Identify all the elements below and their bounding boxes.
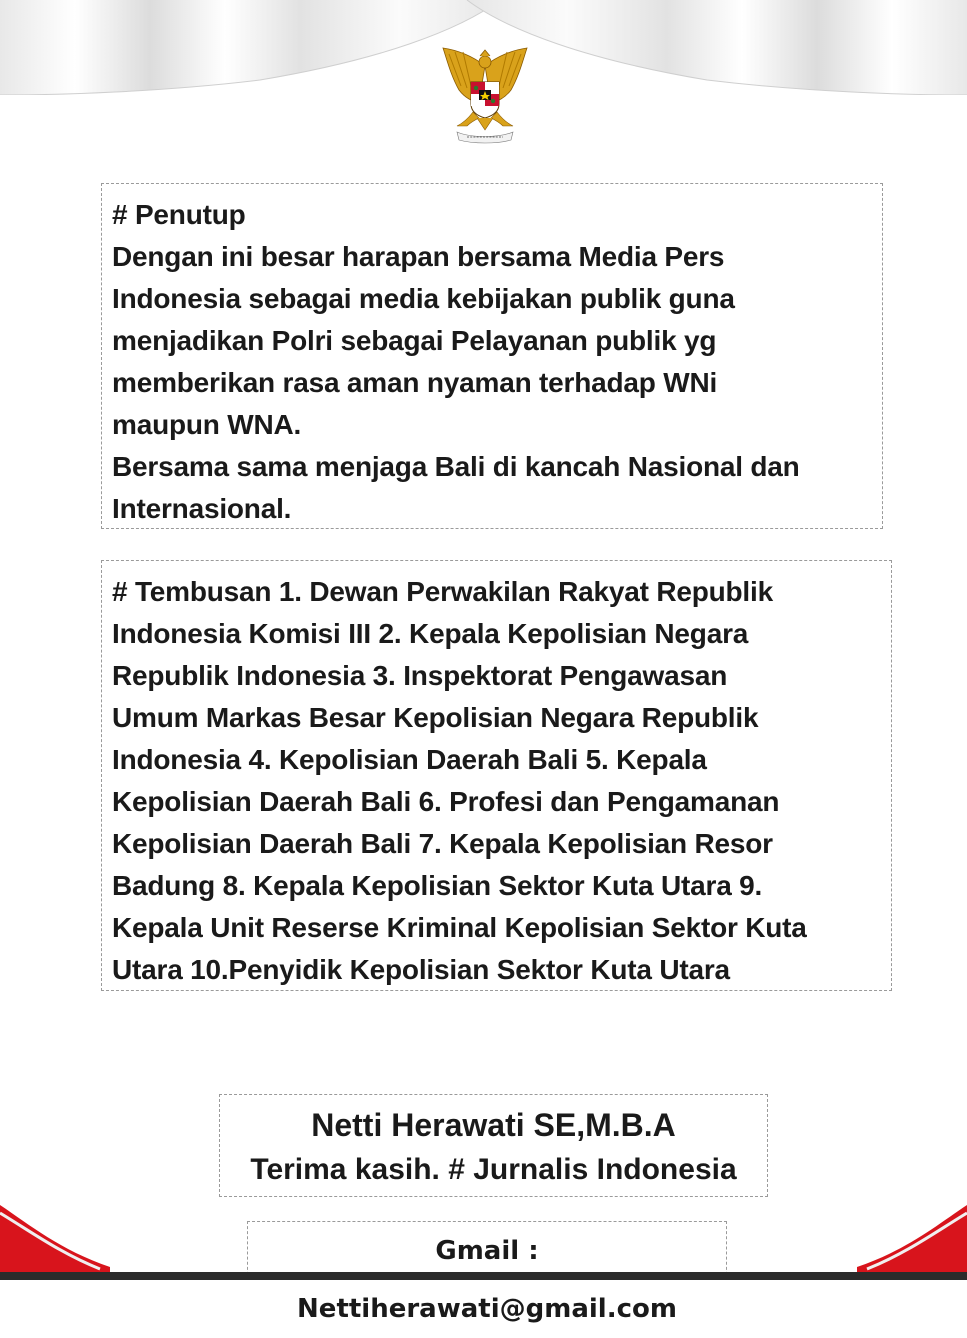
flag-right-decoration — [857, 1205, 967, 1280]
copies-body: # Tembusan 1. Dewan Perwakilan Rakyat Republik Indonesia Komisi III 2. Kepala Kepolisian Negara Republik Indonesia 3. Inspektorat Pengawasan Umum Markas Besar Kepolisian Negara Republik Indonesia 4. Kepolisian Daerah Bali 5. Kepala Kepolisian Daerah Bali 6. Profesi dan Pengamanan Kepolisian Daerah Bali 7. Kepala Kepolisian Resor Badung 8. Kepala Kepolisian Sektor Kuta Utara 9. Kepala Unit Reserse Kriminal Kepolisian Sektor Kuta Utara 10.Penyidik Kepolisian Sektor Kuta Utara — [112, 576, 807, 985]
email-line[interactable]: Gmail : Nettiherawati@gmail.com — [297, 1236, 677, 1324]
garuda-pancasila-emblem-icon — [437, 46, 533, 146]
copies-section — [101, 560, 892, 991]
signatory-name: Netti Herawati SE,M.B.A — [311, 1107, 676, 1143]
closing-heading: # Penutup — [112, 199, 246, 230]
closing-body: Dengan ini besar harapan bersama Media Pers Indonesia sebagai media kebijakan publik guna menjadikan Polri sebagai Pelayanan publik yg memberikan rasa aman nyaman terhadap WNi maupun WNA. Bersama sama menjaga Bali di kancah Nasional dan Internasional. — [112, 241, 800, 524]
flag-left-decoration — [0, 1205, 110, 1280]
thanks-line: Terima kasih. # Jurnalis Indonesia — [250, 1153, 737, 1186]
closing-section — [101, 183, 883, 529]
bottom-bar — [0, 1272, 967, 1280]
signature-block — [219, 1094, 768, 1197]
